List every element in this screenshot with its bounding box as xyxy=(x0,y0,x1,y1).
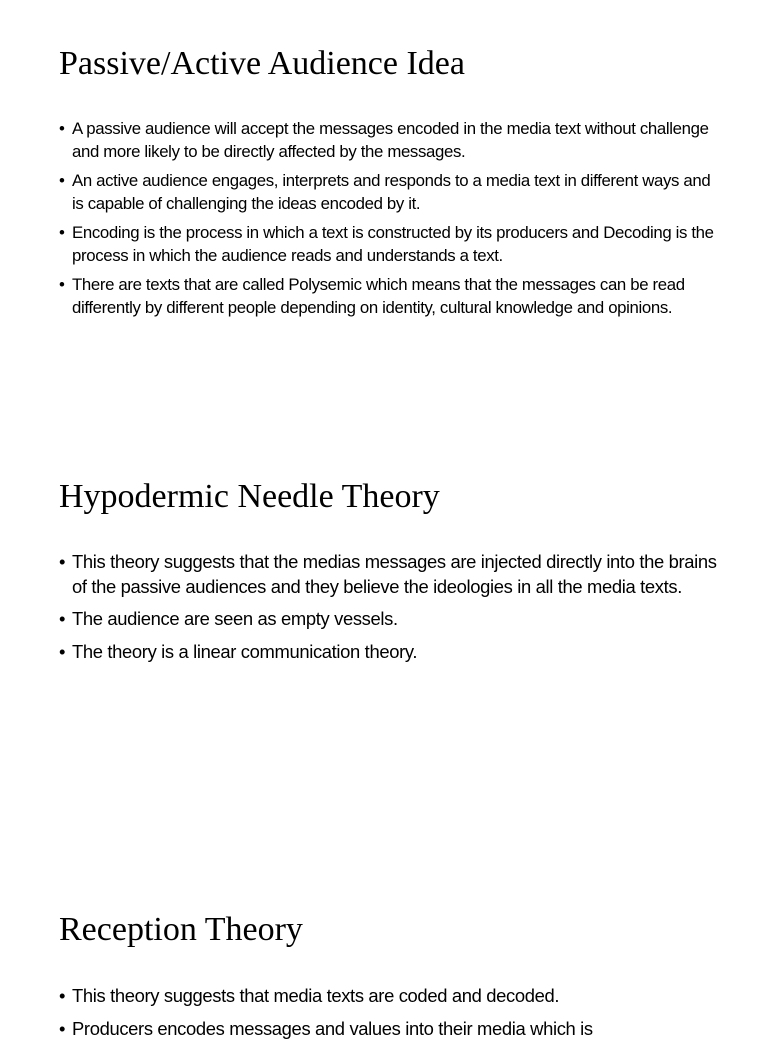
slide-passive-active-audience xyxy=(0,0,768,420)
bullet-text: A passive audience will accept the messages encoded in the media text without challenge and more likely to be directly affected by the messages. xyxy=(72,119,709,161)
bullet-dot: • xyxy=(59,985,66,1006)
bullet-dot: • xyxy=(59,171,65,190)
bullet-text: The audience are seen as empty vessels. xyxy=(72,608,398,629)
bullet-text: The theory is a linear communication theory. xyxy=(72,640,418,662)
bullet-item xyxy=(59,640,719,665)
bullet-item xyxy=(59,984,719,1009)
bullet-text: Producers encodes messages and values into their media which is xyxy=(72,1017,593,1039)
bullet-dot: • xyxy=(59,223,65,242)
bullet-item xyxy=(59,550,719,599)
slide-hypodermic-needle-theory xyxy=(0,420,768,860)
slide-title: Hypodermic Needle Theory xyxy=(59,478,440,515)
bullet-item xyxy=(59,1017,719,1042)
slide-title: Passive/Active Audience Idea xyxy=(59,45,465,82)
bullet-text: An active audience engages, interprets and responds to a media text in different ways and is capable of challenging the ideas encoded by it. xyxy=(72,171,711,213)
bullet-dot: • xyxy=(59,640,66,662)
bullet-item xyxy=(59,274,724,319)
bullet-list xyxy=(59,550,719,672)
bullet-text: Encoding is the process in which a text is constructed by its producers and Decoding is the process in which the audience reads and understands a text. xyxy=(72,223,714,265)
bullet-dot: • xyxy=(59,551,66,572)
bullet-dot: • xyxy=(59,1017,66,1039)
bullet-item xyxy=(59,222,724,267)
bullet-text: There are texts that are called Polysemic which means that the messages can be read differently by different people depending on identity, cultural knowledge and opinions. xyxy=(72,275,685,317)
bullet-dot: • xyxy=(59,119,65,138)
bullet-text: This theory suggests that media texts are coded and decoded. xyxy=(72,985,560,1006)
bullet-dot: • xyxy=(59,608,66,629)
bullet-list xyxy=(59,984,719,1049)
slide-reception-theory xyxy=(0,860,768,1039)
bullet-item xyxy=(59,170,724,215)
bullet-text: This theory suggests that the medias messages are injected directly into the brains of the passive audiences and they believe the ideologies in all the media texts. xyxy=(72,551,717,597)
bullet-list xyxy=(59,118,724,326)
bullet-item xyxy=(59,118,724,163)
bullet-dot: • xyxy=(59,275,65,294)
slide-title: Reception Theory xyxy=(59,911,303,948)
bullet-item xyxy=(59,607,719,632)
